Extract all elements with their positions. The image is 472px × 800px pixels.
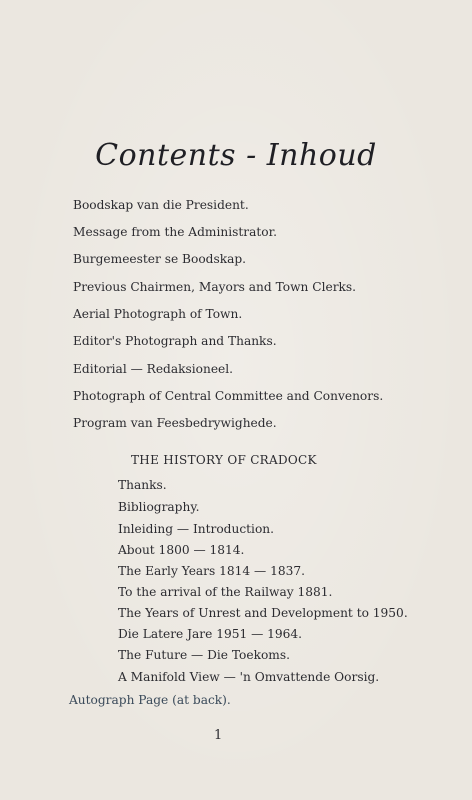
history-item: Bibliography. <box>118 500 200 514</box>
contents-item: Message from the Administrator. <box>73 225 277 239</box>
history-item: About 1800 — 1814. <box>118 543 245 557</box>
history-item: The Years of Unrest and Development to 1950. <box>118 606 408 620</box>
contents-item: Boodskap van die President. <box>73 198 249 212</box>
history-item: To the arrival of the Railway 1881. <box>118 585 333 599</box>
history-item: The Early Years 1814 — 1837. <box>118 564 305 578</box>
contents-item: Photograph of Central Committee and Convenors. <box>73 389 384 403</box>
history-item: The Future — Die Toekoms. <box>118 648 290 662</box>
contents-item: Editorial — Redaksioneel. <box>73 362 234 376</box>
page-number: 1 <box>214 728 223 743</box>
contents-item: Program van Feesbedrywighede. <box>73 416 277 430</box>
history-item: A Manifold View — 'n Omvattende Oorsig. <box>118 670 380 684</box>
contents-item: Previous Chairmen, Mayors and Town Clerks. <box>73 280 357 294</box>
history-item: Inleiding — Introduction. <box>118 522 275 536</box>
history-item: Die Latere Jare 1951 — 1964. <box>118 627 303 641</box>
contents-item: Burgemeester se Boodskap. <box>73 252 247 266</box>
history-item: Thanks. <box>118 478 167 492</box>
autograph-note: Autograph Page (at back). <box>69 693 231 707</box>
contents-item: Aerial Photograph of Town. <box>73 307 243 321</box>
contents-item: Editor's Photograph and Thanks. <box>73 334 277 348</box>
history-heading: THE HISTORY OF CRADOCK <box>131 453 317 467</box>
page-title: Contents - Inhoud <box>95 138 377 173</box>
